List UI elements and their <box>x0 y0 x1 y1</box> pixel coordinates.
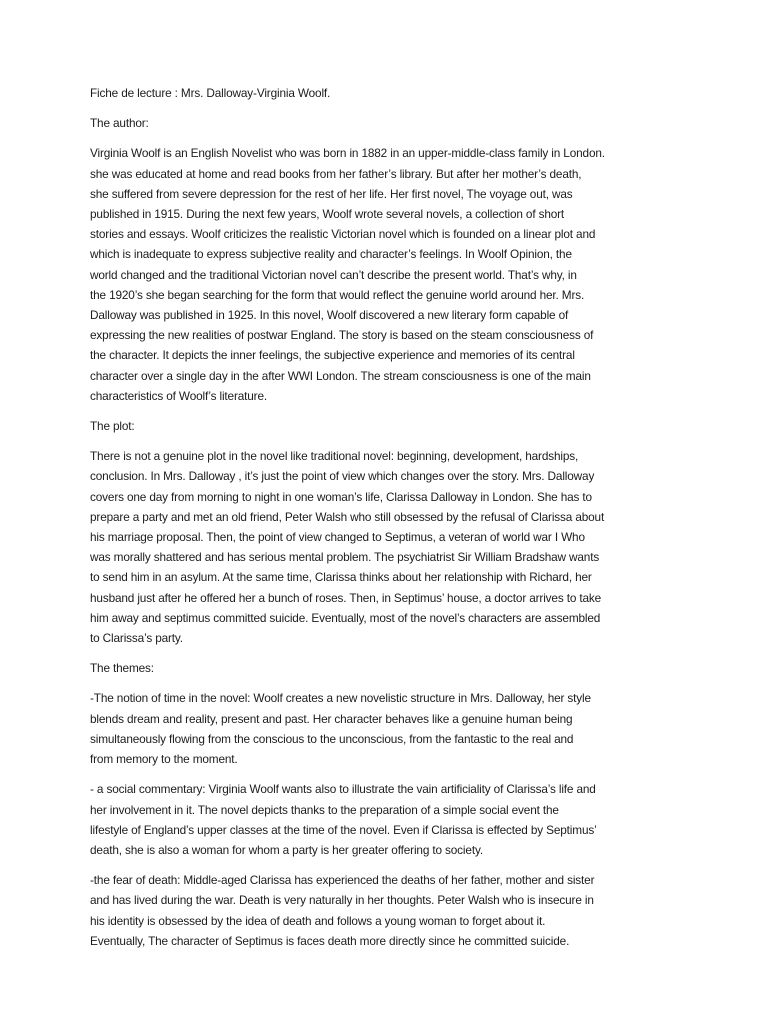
document-page <box>90 83 690 961</box>
text-line: to send him in an asylum. At the same time, Clarissa thinks about her relationship with Richard, her <box>90 570 592 585</box>
theme-social-paragraph <box>90 779 690 860</box>
text-line: his marriage proposal. Then, the point of view changed to Septimus, a veteran of world war I Who <box>90 530 585 545</box>
text-line: she suffered from severe depression for the rest of her life. Her first novel, The voyage out, was <box>90 186 573 201</box>
text-line: expressing the new realities of postwar England. The story is based on the steam consciousness of <box>90 328 594 343</box>
theme-death-paragraph <box>90 870 690 951</box>
themes-heading: The themes: <box>90 661 154 676</box>
plot-paragraph <box>90 446 690 648</box>
text-line: Dalloway was published in 1925. In this novel, Woolf discovered a new literary form capable of <box>90 308 569 323</box>
text-line: Virginia Woolf is an English Novelist who was born in 1882 in an upper-middle-class family in London. <box>90 146 605 161</box>
text-line: There is not a genuine plot in the novel like traditional novel: beginning, development, hardships, <box>90 449 579 464</box>
text-line: Eventually, The character of Septimus is faces death more directly since he committed suicide. <box>90 933 570 948</box>
author-paragraph <box>90 143 690 406</box>
text-line: simultaneously flowing from the conscious to the unconscious, from the fantastic to the real and <box>90 731 574 746</box>
text-line: blends dream and reality, present and past. Her character behaves like a genuine human being <box>90 711 573 726</box>
author-heading: The author: <box>90 116 149 131</box>
text-line: world changed and the traditional Victorian novel can’t describe the present world. That’s why, in <box>90 267 577 282</box>
text-line: character over a single day in the after WWI London. The stream consciousness is one of the main <box>90 368 591 383</box>
text-line: -The notion of time in the novel: Woolf creates a new novelistic structure in Mrs. Dalloway, her style <box>90 691 591 706</box>
plot-heading: The plot: <box>90 419 135 434</box>
text-line: stories and essays. Woolf criticizes the realistic Victorian novel which is founded on a linear plot and <box>90 227 596 242</box>
text-line: - a social commentary: Virginia Woolf wants also to illustrate the vain artificiality of Clarissa’s life and <box>90 782 596 797</box>
text-line: conclusion. In Mrs. Dalloway , it’s just the point of view which changes over the story. Mrs. Dalloway <box>90 469 595 484</box>
text-line: -the fear of death: Middle-aged Clarissa has experienced the deaths of her father, mother and sister <box>90 873 595 888</box>
text-line: the 1920’s she began searching for the form that would reflect the genuine world around her. Mrs. <box>90 287 585 302</box>
text-line: husband just after he offered her a bunch of roses. Then, in Septimus’ house, a doctor arrives to take <box>90 590 602 605</box>
text-line: death, she is also a woman for whom a party is her greater offering to society. <box>90 842 483 857</box>
text-line: to Clarissa’s party. <box>90 631 183 646</box>
theme-time-paragraph <box>90 688 690 769</box>
text-line: which is inadequate to express subjective reality and character’s feelings. In Woolf Opinion, the <box>90 247 572 262</box>
text-line: characteristics of Woolf’s literature. <box>90 388 267 403</box>
text-line: the character. It depicts the inner feelings, the subjective experience and memories of its central <box>90 348 575 363</box>
text-line: him away and septimus committed suicide. Eventually, most of the novel’s characters are assembled <box>90 610 601 625</box>
text-line: she was educated at home and read books from her father’s library. But after her mother’s death, <box>90 166 582 181</box>
text-line: published in 1915. During the next few years, Woolf wrote several novels, a collection of short <box>90 207 565 222</box>
text-line: her involvement in it. The novel depicts thanks to the preparation of a simple social event the <box>90 802 559 817</box>
document-title: Fiche de lecture : Mrs. Dalloway-Virginia Woolf. <box>90 86 331 100</box>
text-line: prepare a party and met an old friend, Peter Walsh who still obsessed by the refusal of Clarissa about <box>90 509 605 524</box>
text-line: his identity is obsessed by the idea of death and follows a young woman to forget about it. <box>90 913 546 928</box>
text-line: lifestyle of England’s upper classes at the time of the novel. Even if Clarissa is effected by Septimus’ <box>90 822 597 837</box>
text-line: from memory to the moment. <box>90 752 238 767</box>
text-line: was morally shattered and has serious mental problem. The psychiatrist Sir William Bradshaw wants <box>90 550 600 565</box>
text-line: covers one day from morning to night in one woman’s life, Clarissa Dalloway in London. She has to <box>90 489 592 504</box>
text-line: and has lived during the war. Death is very naturally in her thoughts. Peter Walsh who is insecure in <box>90 893 594 908</box>
